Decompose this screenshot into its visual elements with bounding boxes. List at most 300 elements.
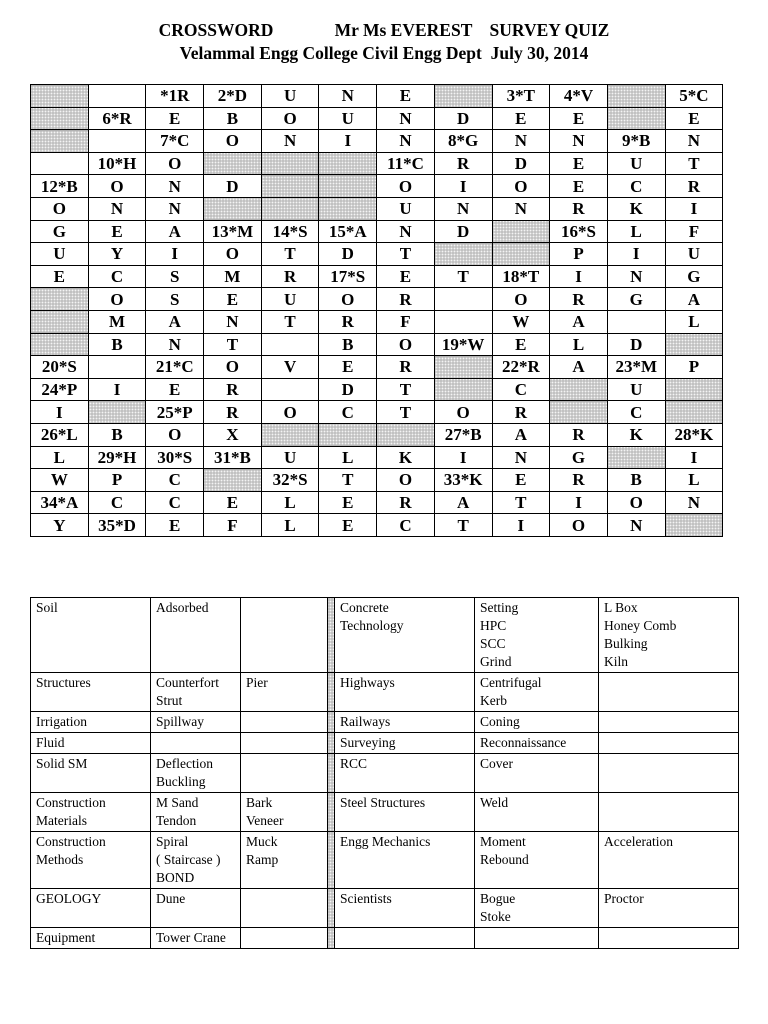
topic-cell <box>335 928 475 949</box>
grid-cell: T <box>377 243 435 266</box>
grid-cell: T <box>261 243 319 266</box>
grid-cell: E <box>146 378 204 401</box>
grid-cell: 12*B <box>31 175 89 198</box>
grid-cell: N <box>261 130 319 153</box>
topic-cell <box>599 832 739 889</box>
topic-line: Counterfort <box>156 675 219 690</box>
grid-cell: N <box>492 197 550 220</box>
topic-cell <box>475 712 599 733</box>
grid-cell: R <box>261 265 319 288</box>
grid-cell: E <box>492 333 550 356</box>
topic-line: Bulking <box>604 636 648 651</box>
grid-cell: 24*P <box>31 378 89 401</box>
grid-cell: L <box>550 333 608 356</box>
grid-cell: 28*K <box>665 423 723 446</box>
topic-line: Centrifugal <box>480 675 542 690</box>
grid-cell: C <box>607 401 665 424</box>
shaded-cell <box>261 152 319 175</box>
grid-cell: 30*S <box>146 446 204 469</box>
grid-cell: R <box>492 401 550 424</box>
topic-line: Dune <box>156 891 186 906</box>
shaded-cell <box>319 175 377 198</box>
topic-row <box>31 793 739 832</box>
grid-cell: R <box>204 378 262 401</box>
grid-cell: L <box>665 310 723 333</box>
grid-cell: T <box>377 401 435 424</box>
topic-cell <box>151 733 241 754</box>
grid-cell: U <box>607 378 665 401</box>
grid-cell: D <box>492 152 550 175</box>
grid-cell: E <box>204 491 262 514</box>
topic-line: Reconnaissance <box>480 735 567 750</box>
grid-cell: B <box>607 469 665 492</box>
page-title: CROSSWORD Mr Ms EVEREST SURVEY QUIZ <box>158 20 610 40</box>
grid-cell <box>607 310 665 333</box>
grid-cell: R <box>550 197 608 220</box>
grid-row <box>31 401 723 424</box>
topic-cell <box>335 754 475 793</box>
topic-cell <box>335 733 475 754</box>
topic-cell <box>475 673 599 712</box>
grid-cell: I <box>550 491 608 514</box>
column-divider <box>328 754 335 793</box>
shaded-cell <box>31 333 89 356</box>
grid-cell: G <box>607 288 665 311</box>
grid-cell: R <box>550 288 608 311</box>
topic-line: Technology <box>340 618 404 633</box>
grid-cell: O <box>377 333 435 356</box>
grid-cell: U <box>377 197 435 220</box>
shaded-cell <box>492 220 550 243</box>
topic-cell <box>151 889 241 928</box>
grid-cell: N <box>146 333 204 356</box>
grid-cell: 22*R <box>492 356 550 379</box>
grid-cell: 11*C <box>377 152 435 175</box>
topic-row <box>31 754 739 793</box>
grid-cell: T <box>204 333 262 356</box>
topic-cell <box>241 754 328 793</box>
shaded-cell <box>319 423 377 446</box>
column-divider <box>328 673 335 712</box>
grid-cell: 31*B <box>204 446 262 469</box>
grid-cell: I <box>434 175 492 198</box>
grid-cell: 19*W <box>434 333 492 356</box>
grid-cell: F <box>204 514 262 537</box>
topic-line: Grind <box>480 654 512 669</box>
topic-cell <box>335 832 475 889</box>
topic-line: Rebound <box>480 852 529 867</box>
column-divider <box>328 832 335 889</box>
grid-cell: I <box>492 514 550 537</box>
grid-cell: O <box>204 130 262 153</box>
grid-cell: N <box>204 310 262 333</box>
grid-cell: Y <box>88 243 146 266</box>
grid-cell: L <box>607 220 665 243</box>
grid-cell: E <box>146 107 204 130</box>
grid-cell: I <box>146 243 204 266</box>
grid-cell: I <box>31 401 89 424</box>
grid-cell: N <box>377 130 435 153</box>
grid-row <box>31 265 723 288</box>
grid-cell: 20*S <box>31 356 89 379</box>
grid-cell <box>31 152 89 175</box>
grid-cell: 5*C <box>665 85 723 108</box>
topic-cell <box>599 673 739 712</box>
shaded-cell <box>261 197 319 220</box>
topic-cell <box>31 754 151 793</box>
grid-cell: 7*C <box>146 130 204 153</box>
grid-cell: M <box>88 310 146 333</box>
grid-cell: 16*S <box>550 220 608 243</box>
topic-line: SCC <box>480 636 506 651</box>
topic-line: Kiln <box>604 654 629 669</box>
topic-line: Irrigation <box>36 714 87 729</box>
grid-cell: R <box>204 401 262 424</box>
grid-cell: 3*T <box>492 85 550 108</box>
topic-cell <box>241 673 328 712</box>
grid-cell: U <box>261 288 319 311</box>
topic-row <box>31 832 739 889</box>
grid-cell: R <box>665 175 723 198</box>
topic-cell <box>241 598 328 673</box>
grid-cell: N <box>319 85 377 108</box>
topic-line: L Box <box>604 600 638 615</box>
topic-line: Highways <box>340 675 395 690</box>
grid-cell: S <box>146 265 204 288</box>
shaded-cell <box>607 85 665 108</box>
topic-line: ( Staircase ) <box>156 852 221 867</box>
topic-line: Kerb <box>480 693 507 708</box>
crossword-grid-body <box>31 85 723 537</box>
grid-cell: O <box>607 491 665 514</box>
shaded-cell <box>31 107 89 130</box>
shaded-cell <box>434 85 492 108</box>
topic-cell <box>151 928 241 949</box>
topic-row <box>31 889 739 928</box>
grid-cell: T <box>319 469 377 492</box>
topic-cell <box>241 832 328 889</box>
grid-cell <box>434 310 492 333</box>
topic-line: Spillway <box>156 714 205 729</box>
topic-line: Deflection <box>156 756 213 771</box>
shaded-cell <box>31 85 89 108</box>
grid-row <box>31 197 723 220</box>
grid-cell: T <box>377 378 435 401</box>
grid-cell: O <box>204 243 262 266</box>
topic-cell <box>475 793 599 832</box>
grid-cell: G <box>665 265 723 288</box>
topic-line: Adsorbed <box>156 600 209 615</box>
shaded-cell <box>434 356 492 379</box>
grid-cell: B <box>319 333 377 356</box>
grid-cell: O <box>261 401 319 424</box>
page-subtitle: Velammal Engg College Civil Engg Dept July 30, 2014 <box>179 43 589 63</box>
grid-cell: A <box>665 288 723 311</box>
shaded-cell <box>319 152 377 175</box>
topic-line: Scientists <box>340 891 392 906</box>
grid-cell: E <box>319 514 377 537</box>
grid-row <box>31 243 723 266</box>
grid-cell: F <box>665 220 723 243</box>
grid-cell: D <box>434 220 492 243</box>
grid-cell: K <box>377 446 435 469</box>
grid-cell: 14*S <box>261 220 319 243</box>
topic-row <box>31 928 739 949</box>
grid-cell: U <box>261 446 319 469</box>
grid-cell: F <box>377 310 435 333</box>
grid-cell: 35*D <box>88 514 146 537</box>
grid-cell: L <box>261 491 319 514</box>
grid-cell: N <box>550 130 608 153</box>
shaded-cell <box>319 197 377 220</box>
grid-cell: B <box>204 107 262 130</box>
topic-line: Tendon <box>156 813 197 828</box>
topic-cell <box>599 928 739 949</box>
shaded-cell <box>434 378 492 401</box>
topic-line: BOND <box>156 870 195 885</box>
shaded-cell <box>204 197 262 220</box>
grid-cell: O <box>550 514 608 537</box>
topic-row <box>31 598 739 673</box>
grid-cell: E <box>550 107 608 130</box>
grid-cell: N <box>377 107 435 130</box>
grid-row <box>31 333 723 356</box>
topic-cell <box>599 793 739 832</box>
grid-cell: O <box>319 288 377 311</box>
topic-cell <box>241 733 328 754</box>
grid-cell: N <box>665 491 723 514</box>
grid-cell: E <box>31 265 89 288</box>
topic-line: Construction <box>36 795 106 810</box>
topic-line: Proctor <box>604 891 644 906</box>
topic-cell <box>31 832 151 889</box>
topic-line: Surveying <box>340 735 396 750</box>
grid-cell: R <box>319 310 377 333</box>
grid-cell: G <box>31 220 89 243</box>
grid-cell: O <box>492 175 550 198</box>
topic-cell <box>31 889 151 928</box>
topic-line: Weld <box>480 795 509 810</box>
topics-table <box>30 597 739 949</box>
grid-cell: E <box>88 220 146 243</box>
shaded-cell <box>377 423 435 446</box>
shaded-cell <box>261 175 319 198</box>
grid-cell: R <box>377 288 435 311</box>
topic-line: Stoke <box>480 909 511 924</box>
grid-cell: N <box>377 220 435 243</box>
grid-cell: E <box>492 107 550 130</box>
grid-row <box>31 107 723 130</box>
topic-line: Cover <box>480 756 513 771</box>
grid-cell: 26*L <box>31 423 89 446</box>
topic-cell <box>31 598 151 673</box>
grid-cell: 10*H <box>88 152 146 175</box>
shaded-cell <box>31 310 89 333</box>
grid-cell: C <box>607 175 665 198</box>
grid-cell: W <box>492 310 550 333</box>
shaded-cell <box>31 288 89 311</box>
grid-cell: E <box>550 175 608 198</box>
shaded-cell <box>665 378 723 401</box>
grid-cell: I <box>665 197 723 220</box>
topic-line: Methods <box>36 852 84 867</box>
shaded-cell <box>261 423 319 446</box>
shaded-cell <box>31 130 89 153</box>
grid-cell: R <box>377 491 435 514</box>
grid-cell: E <box>319 491 377 514</box>
grid-cell: E <box>146 514 204 537</box>
grid-row <box>31 85 723 108</box>
grid-cell: C <box>88 265 146 288</box>
grid-cell: A <box>550 356 608 379</box>
grid-cell: 25*P <box>146 401 204 424</box>
grid-cell: N <box>146 175 204 198</box>
topic-cell <box>31 733 151 754</box>
grid-cell: X <box>204 423 262 446</box>
grid-cell: 8*G <box>434 130 492 153</box>
topic-line: Setting <box>480 600 519 615</box>
grid-cell: 34*A <box>31 491 89 514</box>
grid-cell: 32*S <box>261 469 319 492</box>
shaded-cell <box>492 243 550 266</box>
topic-line: Soil <box>36 600 58 615</box>
grid-cell: I <box>88 378 146 401</box>
grid-cell: N <box>607 265 665 288</box>
grid-cell: G <box>550 446 608 469</box>
grid-cell: O <box>377 469 435 492</box>
topic-line: Bogue <box>480 891 516 906</box>
topic-cell <box>475 733 599 754</box>
topic-line: Veneer <box>246 813 284 828</box>
grid-cell: L <box>261 514 319 537</box>
column-divider <box>328 928 335 949</box>
topic-cell <box>475 928 599 949</box>
topic-line: Strut <box>156 693 183 708</box>
topic-cell <box>475 832 599 889</box>
grid-row <box>31 175 723 198</box>
shaded-cell <box>665 401 723 424</box>
grid-cell: 18*T <box>492 265 550 288</box>
grid-cell: R <box>377 356 435 379</box>
grid-cell: R <box>434 152 492 175</box>
topic-cell <box>151 754 241 793</box>
grid-cell: P <box>550 243 608 266</box>
grid-cell: *1R <box>146 85 204 108</box>
topic-cell <box>599 712 739 733</box>
grid-cell: C <box>492 378 550 401</box>
grid-cell: K <box>607 423 665 446</box>
grid-cell: T <box>261 310 319 333</box>
grid-cell: E <box>377 85 435 108</box>
topic-row <box>31 673 739 712</box>
grid-cell: O <box>31 197 89 220</box>
grid-cell: M <box>204 265 262 288</box>
grid-cell: C <box>146 491 204 514</box>
grid-cell: 21*C <box>146 356 204 379</box>
grid-row <box>31 446 723 469</box>
topic-cell <box>335 889 475 928</box>
crossword-grid <box>30 84 723 537</box>
topic-line: Engg Mechanics <box>340 834 431 849</box>
topic-cell <box>599 598 739 673</box>
grid-cell <box>88 85 146 108</box>
grid-cell: A <box>550 310 608 333</box>
grid-cell: 33*K <box>434 469 492 492</box>
grid-cell: N <box>492 130 550 153</box>
grid-cell: I <box>319 130 377 153</box>
topic-line: Structures <box>36 675 91 690</box>
grid-cell: C <box>146 469 204 492</box>
topic-cell <box>241 793 328 832</box>
grid-row <box>31 356 723 379</box>
shaded-cell <box>607 107 665 130</box>
column-divider <box>328 889 335 928</box>
grid-cell: 15*A <box>319 220 377 243</box>
grid-cell: O <box>434 401 492 424</box>
grid-cell: 29*H <box>88 446 146 469</box>
grid-cell: A <box>146 310 204 333</box>
column-divider <box>328 733 335 754</box>
topic-cell <box>475 598 599 673</box>
grid-row <box>31 378 723 401</box>
topic-line: Tower Crane <box>156 930 226 945</box>
topic-line: Buckling <box>156 774 206 789</box>
shaded-cell <box>550 378 608 401</box>
grid-cell: I <box>434 446 492 469</box>
grid-cell: O <box>88 175 146 198</box>
topic-line: Ramp <box>246 852 279 867</box>
grid-cell: E <box>204 288 262 311</box>
grid-row <box>31 423 723 446</box>
column-divider <box>328 712 335 733</box>
grid-cell: O <box>261 107 319 130</box>
grid-cell: E <box>492 469 550 492</box>
grid-cell: D <box>319 378 377 401</box>
grid-cell: U <box>665 243 723 266</box>
grid-cell: R <box>550 469 608 492</box>
topic-line: Construction <box>36 834 106 849</box>
grid-cell: N <box>492 446 550 469</box>
shaded-cell <box>204 469 262 492</box>
topics-table-body <box>31 598 739 949</box>
topic-line: Moment <box>480 834 526 849</box>
topic-line: Solid SM <box>36 756 88 771</box>
column-divider <box>328 598 335 673</box>
grid-cell: D <box>434 107 492 130</box>
topic-row <box>31 733 739 754</box>
shaded-cell <box>607 446 665 469</box>
topic-cell <box>151 673 241 712</box>
topic-line: HPC <box>480 618 507 633</box>
grid-cell: D <box>204 175 262 198</box>
topic-cell <box>335 712 475 733</box>
grid-cell: E <box>377 265 435 288</box>
grid-cell: P <box>665 356 723 379</box>
topic-cell <box>31 928 151 949</box>
grid-cell <box>434 288 492 311</box>
grid-cell: U <box>261 85 319 108</box>
grid-cell: A <box>434 491 492 514</box>
topic-cell <box>335 793 475 832</box>
grid-cell: O <box>492 288 550 311</box>
grid-cell: 9*B <box>607 130 665 153</box>
topic-line: Materials <box>36 813 87 828</box>
grid-cell: T <box>665 152 723 175</box>
grid-cell <box>261 378 319 401</box>
grid-cell: N <box>607 514 665 537</box>
topic-cell <box>241 712 328 733</box>
topic-cell <box>31 793 151 832</box>
